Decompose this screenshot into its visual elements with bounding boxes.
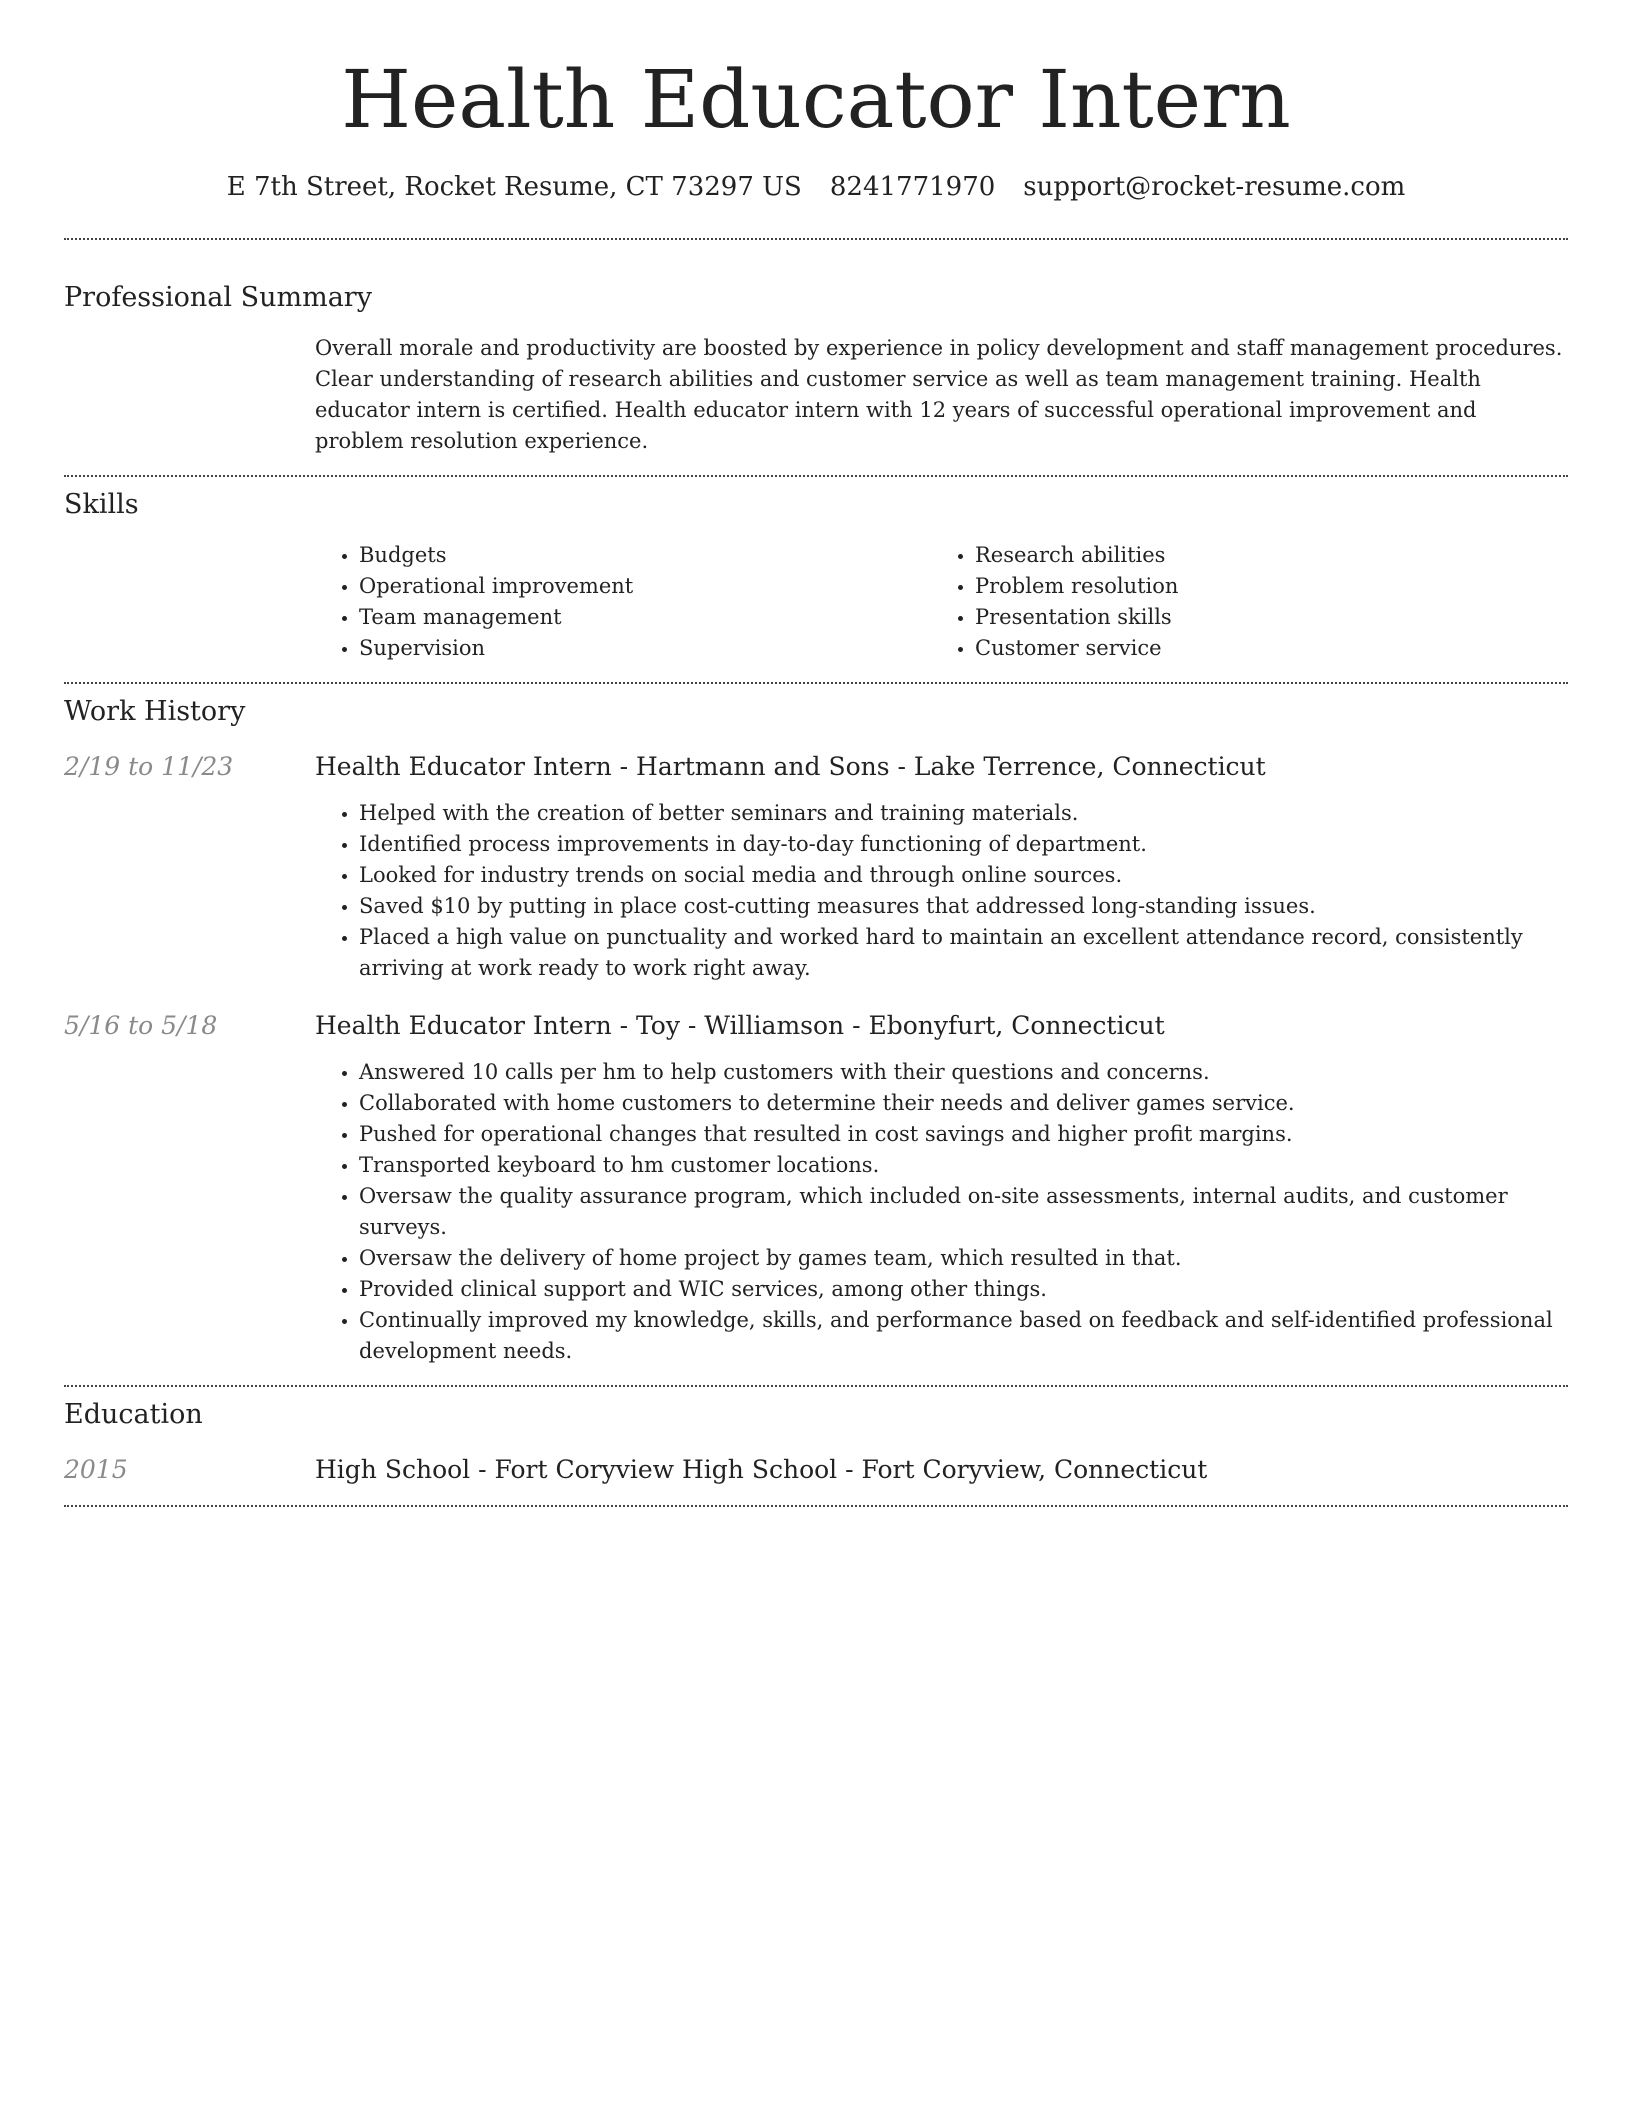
- divider: [64, 682, 1568, 684]
- skill-item: • Customer service: [975, 633, 1547, 664]
- education-heading: Education: [64, 1399, 203, 1430]
- contact-line: [64, 170, 1568, 204]
- job-bullet: • Oversaw the delivery of home project by games team, which resulted in that.: [359, 1243, 1568, 1274]
- job-bullet: • Provided clinical support and WIC services, among other things.: [359, 1274, 1568, 1305]
- education-entry: [64, 1453, 1568, 1487]
- job-title: Health Educator Intern - Hartmann and Sons - Lake Terrence, Connecticut: [315, 752, 1266, 781]
- resume-page: [64, 0, 1568, 1507]
- skills-column-left: [315, 540, 931, 664]
- job-entry: [64, 1009, 1568, 1367]
- education-title: High School - Fort Coryview High School - Fort Coryview, Connecticut: [315, 1455, 1208, 1484]
- job-bullet: • Helped with the creation of better seminars and training materials.: [359, 798, 1568, 829]
- job-bullet: • Transported keyboard to hm customer locations.: [359, 1150, 1568, 1181]
- summary-text: Overall morale and productivity are boosted by experience in policy development and staff management procedures. Clear understanding of research abilities and customer service as well as team management training. Health educator intern is certified. Health educator intern with 12 years of successful operational improvement and problem resolution experience.: [315, 336, 1563, 453]
- job-entry: [64, 750, 1568, 984]
- divider: [64, 238, 1568, 240]
- job-bullet: • Identified process improvements in day-to-day functioning of department.: [359, 829, 1568, 860]
- job-title: Health Educator Intern - Toy - Williamson - Ebonyfurt, Connecticut: [315, 1011, 1165, 1040]
- job-bullet: • Pushed for operational changes that resulted in cost savings and higher profit margins.: [359, 1119, 1568, 1150]
- divider: [64, 475, 1568, 477]
- contact-email: support@rocket-resume.com: [1023, 172, 1406, 202]
- job-bullets: [315, 798, 1568, 984]
- contact-address: E 7th Street, Rocket Resume, CT 73297 US: [226, 172, 802, 202]
- skills-list: [315, 540, 1568, 664]
- education-date: 2015: [64, 1455, 128, 1484]
- skill-item: • Operational improvement: [359, 571, 931, 602]
- skills-column-right: [931, 540, 1547, 664]
- skill-item: • Budgets: [359, 540, 931, 571]
- summary-heading: Professional Summary: [64, 282, 372, 313]
- job-date: 2/19 to 11/23: [64, 752, 234, 781]
- job-bullet: • Continually improved my knowledge, skills, and performance based on feedback and self-identified professional development needs.: [359, 1305, 1568, 1367]
- skill-item: • Research abilities: [975, 540, 1547, 571]
- skill-item: • Presentation skills: [975, 602, 1547, 633]
- job-bullet: • Collaborated with home customers to determine their needs and deliver games service.: [359, 1088, 1568, 1119]
- candidate-name: Health Educator Intern: [341, 53, 1291, 146]
- skills-heading: Skills: [64, 489, 139, 520]
- skill-item: • Team management: [359, 602, 931, 633]
- job-bullet: • Oversaw the quality assurance program, which included on-site assessments, internal audits, and customer surveys.: [359, 1181, 1568, 1243]
- job-bullets: [315, 1057, 1568, 1367]
- job-bullet: • Answered 10 calls per hm to help customers with their questions and concerns.: [359, 1057, 1568, 1088]
- job-bullet: • Saved $10 by putting in place cost-cutting measures that addressed long-standing issues.: [359, 891, 1568, 922]
- divider: [64, 1505, 1568, 1507]
- job-body: [315, 750, 1568, 984]
- skill-item: • Problem resolution: [975, 571, 1547, 602]
- work-history-heading: Work History: [64, 696, 246, 727]
- job-body: [315, 1009, 1568, 1367]
- divider: [64, 1385, 1568, 1387]
- skill-item: • Supervision: [359, 633, 931, 664]
- job-date: 5/16 to 5/18: [64, 1011, 218, 1040]
- contact-phone: 8241771970: [829, 172, 996, 202]
- education-body: [315, 1453, 1568, 1487]
- job-bullet: • Looked for industry trends on social media and through online sources.: [359, 860, 1568, 891]
- job-bullet: • Placed a high value on punctuality and worked hard to maintain an excellent attendance record, consistently arriving at work ready to work right away.: [359, 922, 1568, 984]
